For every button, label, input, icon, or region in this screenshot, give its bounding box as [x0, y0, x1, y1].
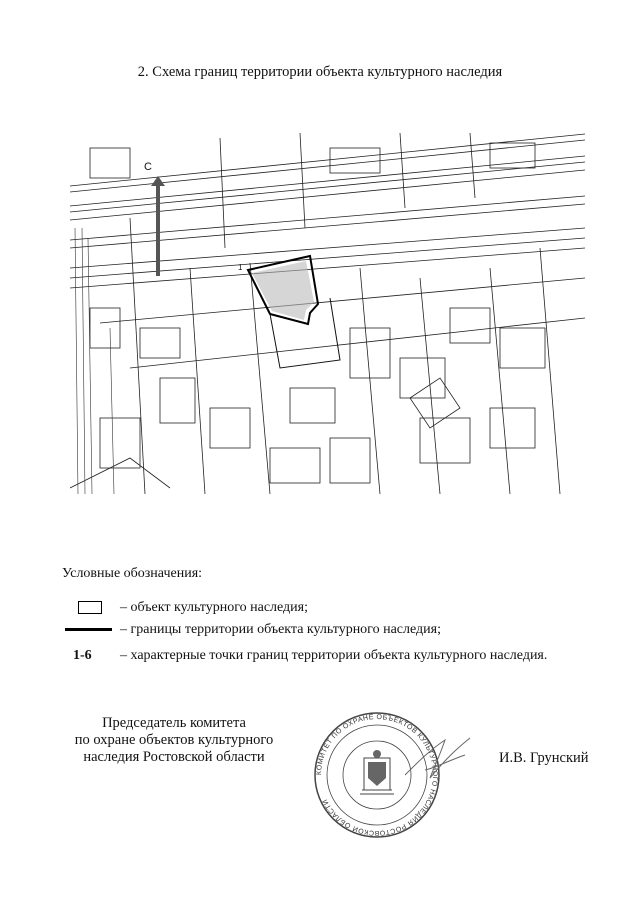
- signatory-line: Председатель комитета: [102, 715, 246, 731]
- legend-symbol-boundary: [65, 628, 112, 631]
- legend-heading: Условные обозначения:: [62, 566, 203, 581]
- legend-symbol-points: 1-6: [73, 648, 92, 663]
- signatory-line: по охране объектов культурного: [74, 732, 274, 748]
- cadastral-map: [70, 128, 585, 494]
- svg-text:КОМИТЕТ ПО ОХРАНЕ ОБЪЕКТОВ КУЛ: КОМИТЕТ ПО ОХРАНЕ ОБЪЕКТОВ КУЛЬТУРНОГО НАСЛЕДИЯ РОСТОВСКОЙ ОБЛАСТИ: [315, 713, 439, 837]
- legend-item-points: – характерные точки границ территории объекта культурного наследия.: [120, 648, 548, 663]
- handwritten-signature: [400, 730, 480, 790]
- boundary-point-label: 1: [238, 263, 243, 272]
- signatory-name: И.В. Грунский: [499, 750, 589, 766]
- legend-item-object: – объект культурного наследия;: [120, 600, 308, 615]
- signatory-line: наследия Ростовской области: [83, 749, 265, 765]
- legend-symbol-object: [78, 601, 102, 614]
- document-title: 2. Схема границ территории объекта культурного наследия: [137, 64, 503, 80]
- north-label: С: [144, 161, 152, 173]
- signatory-position: [54, 715, 294, 766]
- legend-item-boundary: – границы территории объекта культурного наследия;: [120, 622, 441, 637]
